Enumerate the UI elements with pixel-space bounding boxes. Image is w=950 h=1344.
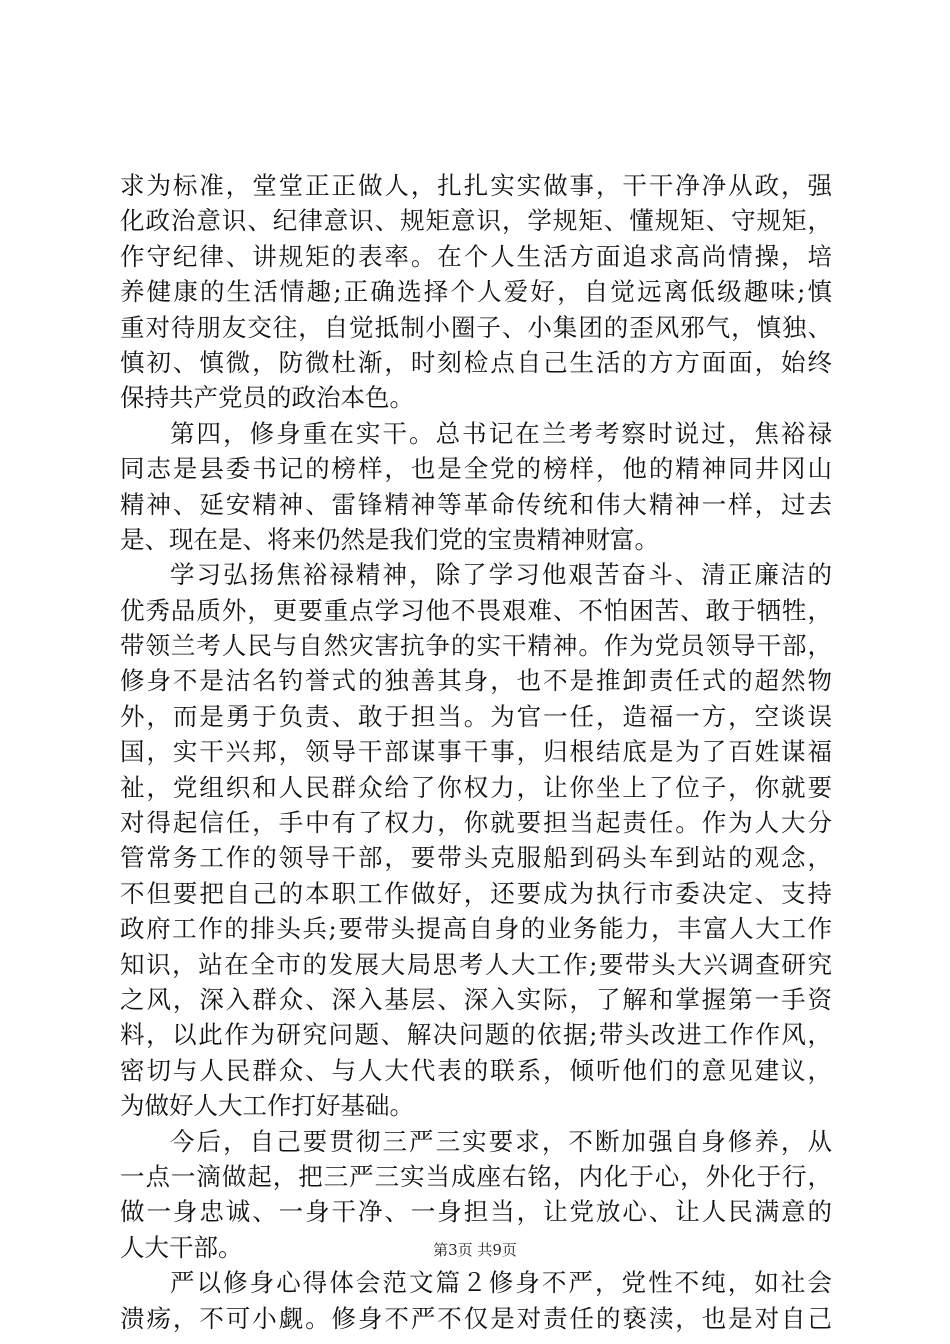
text-line: 作守纪律、讲规矩的表率。在个人生活方面追求高尚情操，培: [120, 241, 832, 271]
text-line: 管常务工作的领导干部，要带头克服船到码头车到站的观念，: [120, 843, 832, 873]
text-line: 溃疡，不可小觑。修身不严不仅是对责任的亵渎，也是对自己: [120, 1303, 832, 1333]
text-line: 不但要把自己的本职工作做好，还要成为执行市委决定、支持: [120, 878, 832, 908]
text-line: 政府工作的排头兵;要带头提高自身的业务能力，丰富人大工作: [120, 914, 832, 944]
text-line: 严以修身心得体会范文篇２修身不严，党性不纯，如社会: [170, 1268, 832, 1298]
text-line: 学习弘扬焦裕禄精神，除了学习他艰苦奋斗、清正廉洁的: [170, 560, 832, 590]
text-line: 优秀品质外，更要重点学习他不畏艰难、不怕困苦、敢于牺牲，: [120, 595, 832, 625]
text-line: 祉，党组织和人民群众给了你权力，让你坐上了位子，你就要: [120, 772, 832, 802]
text-line: 料，以此作为研究问题、解决问题的依据;带头改进工作作风，: [120, 1020, 832, 1050]
text-line: 之风，深入群众、深入基层、深入实际，了解和掌握第一手资: [120, 984, 832, 1014]
text-line: 养健康的生活情趣;正确选择个人爱好，自觉远离低级趣味;慎: [120, 277, 832, 307]
text-line: 化政治意识、纪律意识、规矩意识，学规矩、懂规矩、守规矩，: [120, 206, 832, 236]
text-line: 保持共产党员的政治本色。: [120, 383, 414, 413]
text-line: 为做好人大工作打好基础。: [120, 1091, 414, 1121]
text-line: 第四，修身重在实干。总书记在兰考考察时说过，焦裕禄: [170, 418, 832, 448]
text-line: 求为标准，堂堂正正做人，扎扎实实做事，干干净净从政，强: [120, 171, 832, 200]
text-line: 知识，站在全市的发展大局思考人大工作;要带头大兴调查研究: [120, 949, 832, 979]
page-number-footer: 第3页 共9页: [433, 1241, 517, 1259]
text-line: 精神、延安精神、雷锋精神等革命传统和伟大精神一样，过去: [120, 489, 832, 519]
text-line: 对得起信任，手中有了权力，你就要担当起责任。作为人大分: [120, 808, 832, 838]
text-line: 慎初、慎微，防微杜渐，时刻检点自己生活的方方面面，始终: [120, 347, 832, 377]
text-line: 重对待朋友交往，自觉抵制小圈子、小集团的歪风邪气，慎独、: [120, 312, 832, 342]
text-line: 做一身忠诚、一身干净、一身担当，让党放心、让人民满意的: [120, 1197, 832, 1227]
text-line: 密切与人民群众、与人大代表的联系，倾听他们的意见建议，: [120, 1055, 832, 1085]
text-line: 是、现在是、将来仍然是我们党的宝贵精神财富。: [120, 524, 659, 554]
text-line: 外，而是勇于负责、敢于担当。为官一任，造福一方，空谈误: [120, 701, 832, 731]
body-text: [120, 168, 832, 1336]
text-line: 国，实干兴邦，领导干部谋事干事，归根结底是为了百姓谋福: [120, 737, 832, 767]
text-line: 今后，自己要贯彻三严三实要求，不断加强自身修养，从: [170, 1126, 832, 1156]
text-line: 同志是县委书记的榜样，也是全党的榜样，他的精神同井冈山: [120, 454, 832, 484]
text-line: 人大干部。: [120, 1232, 243, 1262]
text-line: 一点一滴做起，把三严三实当成座右铭，内化于心，外化于行，: [120, 1161, 832, 1191]
text-line: 带领兰考人民与自然灾害抗争的实干精神。作为党员领导干部，: [120, 631, 832, 661]
text-line: 修身不是沽名钓誉式的独善其身，也不是推卸责任式的超然物: [120, 666, 832, 696]
